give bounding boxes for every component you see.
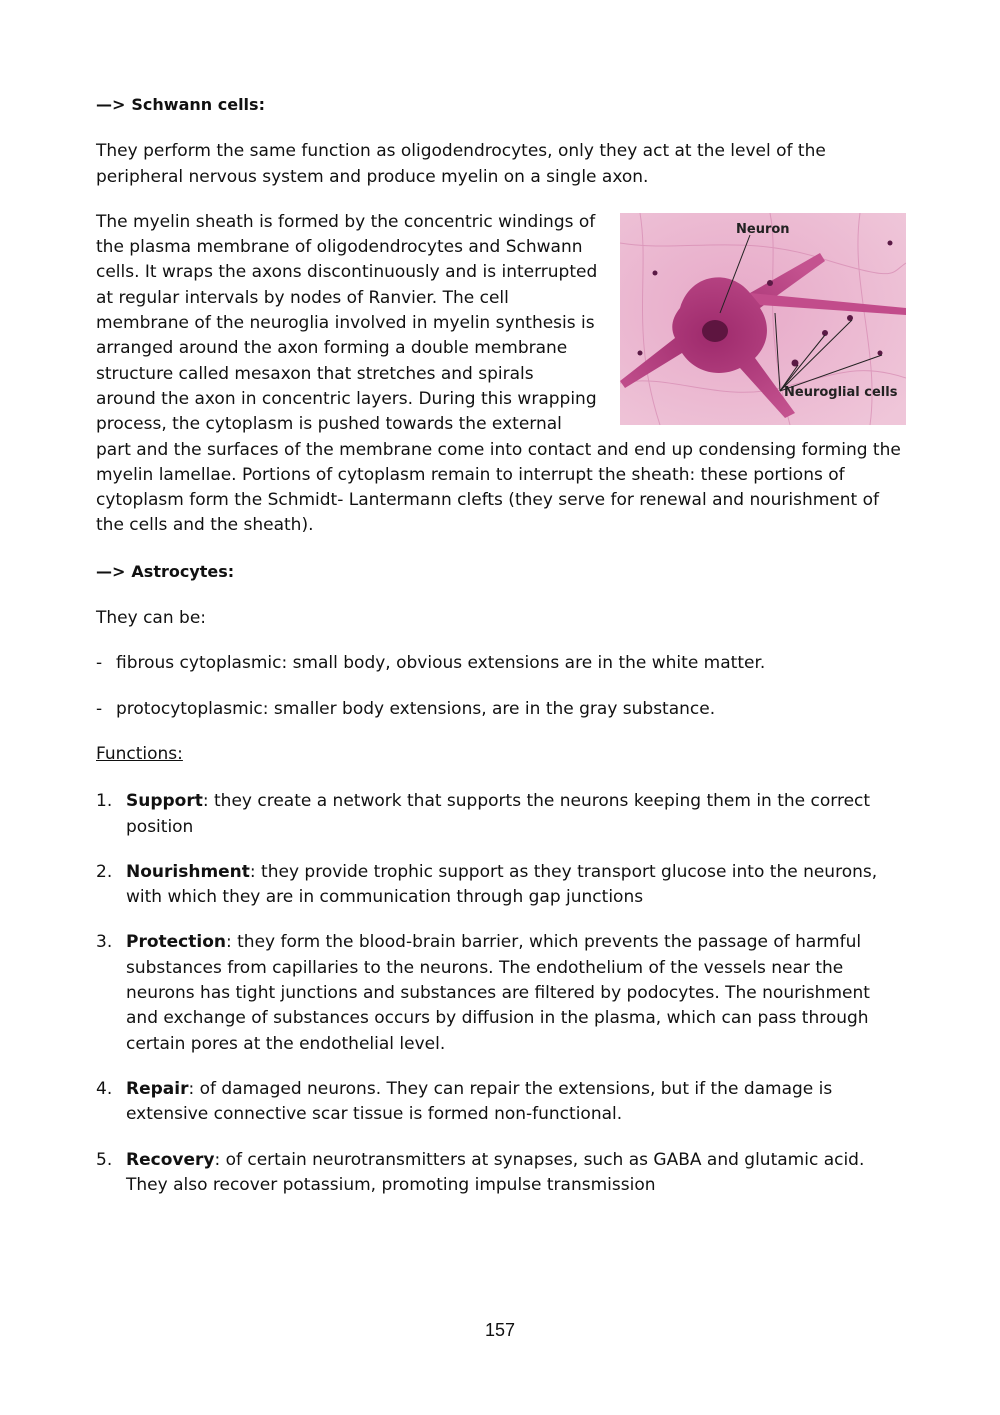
neuron-nucleus bbox=[702, 320, 728, 342]
function-term: Repair bbox=[126, 1078, 189, 1099]
function-term: Support bbox=[126, 791, 203, 812]
function-term: Recovery bbox=[126, 1149, 215, 1170]
bullet-dash: - bbox=[96, 698, 103, 719]
function-text: : they provide trophic support as they transport glucose into the neurons, with which they are in communication through gap junctions bbox=[126, 861, 878, 908]
arrow-marker: —> bbox=[96, 95, 126, 114]
bullet-text: protocytoplasmic: smaller body extensions, are in the gray substance. bbox=[116, 698, 716, 719]
page-content bbox=[96, 92, 906, 1218]
astrocytes-heading-text: Astrocytes: bbox=[131, 561, 235, 581]
schwann-paragraph-2: The myelin sheath is formed by the concentric windings of the plasma membrane of oligodendrocytes and Schwann cells. It wraps the axons discontinuously and is interrupted at regular intervals by nodes of Ranvier. The cell membrane of the neuroglia involved in myelin synthesis is arranged around the axon forming a double membrane structure called mesaxon that stretches and spirals around the axon in concentric layers. During this wrapping process, the cytoplasm is pushed towards the external part and the surfaces of the membrane come into contact and end up condensing forming the myelin lamellae. Portions of cytoplasm remain to interrupt the sheath: these portions of cytoplasm form the Schmidt- Lantermann clefts (they serve for renewal and nourishment of the cells and the sheath). bbox=[96, 211, 901, 536]
bullet-text: fibrous cytoplasmic: small body, obvious extensions are in the white matter. bbox=[116, 653, 766, 674]
function-term: Protection bbox=[126, 932, 226, 953]
schwann-heading-text: Schwann cells: bbox=[131, 95, 265, 114]
page-number: 157 bbox=[484, 1320, 516, 1340]
function-text: : they create a network that supports the neurons keeping them in the correct position bbox=[126, 791, 871, 837]
function-number: 2. bbox=[96, 861, 113, 882]
label-neuroglial-cells: Neuroglial cells bbox=[784, 384, 898, 400]
astrocytes-intro: They can be: bbox=[96, 608, 207, 629]
schwann-paragraph-1: They perform the same function as oligodendrocytes, only they act at the level of the peripheral nervous system and produce myelin on a single axon. bbox=[96, 141, 826, 187]
function-item bbox=[96, 930, 906, 1056]
neuron-micrograph bbox=[620, 213, 906, 425]
function-text: : they form the blood-brain barrier, which prevents the passage of harmful substances from capillaries to the neurons. The endothelium of the vessels near the neurons has tight junctions and substances are filtered by podocytes. The nourishment and exchange of substances occurs by diffusion in the plasma, which can pass through certain pores at the endothelial level. bbox=[126, 932, 870, 1054]
arrow-marker: —> bbox=[96, 561, 126, 581]
function-item bbox=[96, 1077, 906, 1128]
function-item bbox=[96, 789, 906, 840]
label-neuron: Neuron bbox=[736, 221, 790, 237]
astrocytes-heading bbox=[96, 559, 906, 584]
function-number: 5. bbox=[96, 1149, 113, 1170]
function-number: 1. bbox=[96, 791, 113, 812]
function-number: 4. bbox=[96, 1078, 113, 1099]
function-number: 3. bbox=[96, 932, 113, 953]
schwann-heading bbox=[96, 92, 906, 117]
functions-list bbox=[96, 789, 906, 1198]
bullet-item bbox=[96, 651, 906, 676]
function-text: : of damaged neurons. They can repair the extensions, but if the damage is extensive connective scar tissue is formed non-functional. bbox=[126, 1078, 833, 1125]
function-item bbox=[96, 860, 906, 911]
functions-title: Functions: bbox=[96, 743, 183, 764]
function-term: Nourishment bbox=[126, 861, 250, 882]
bullet-item bbox=[96, 697, 906, 722]
function-text: : of certain neurotransmitters at synapses, such as GABA and glutamic acid. They also recover potassium, promoting impulse transmission bbox=[126, 1149, 865, 1195]
bullet-dash: - bbox=[96, 653, 103, 674]
function-item bbox=[96, 1148, 906, 1199]
